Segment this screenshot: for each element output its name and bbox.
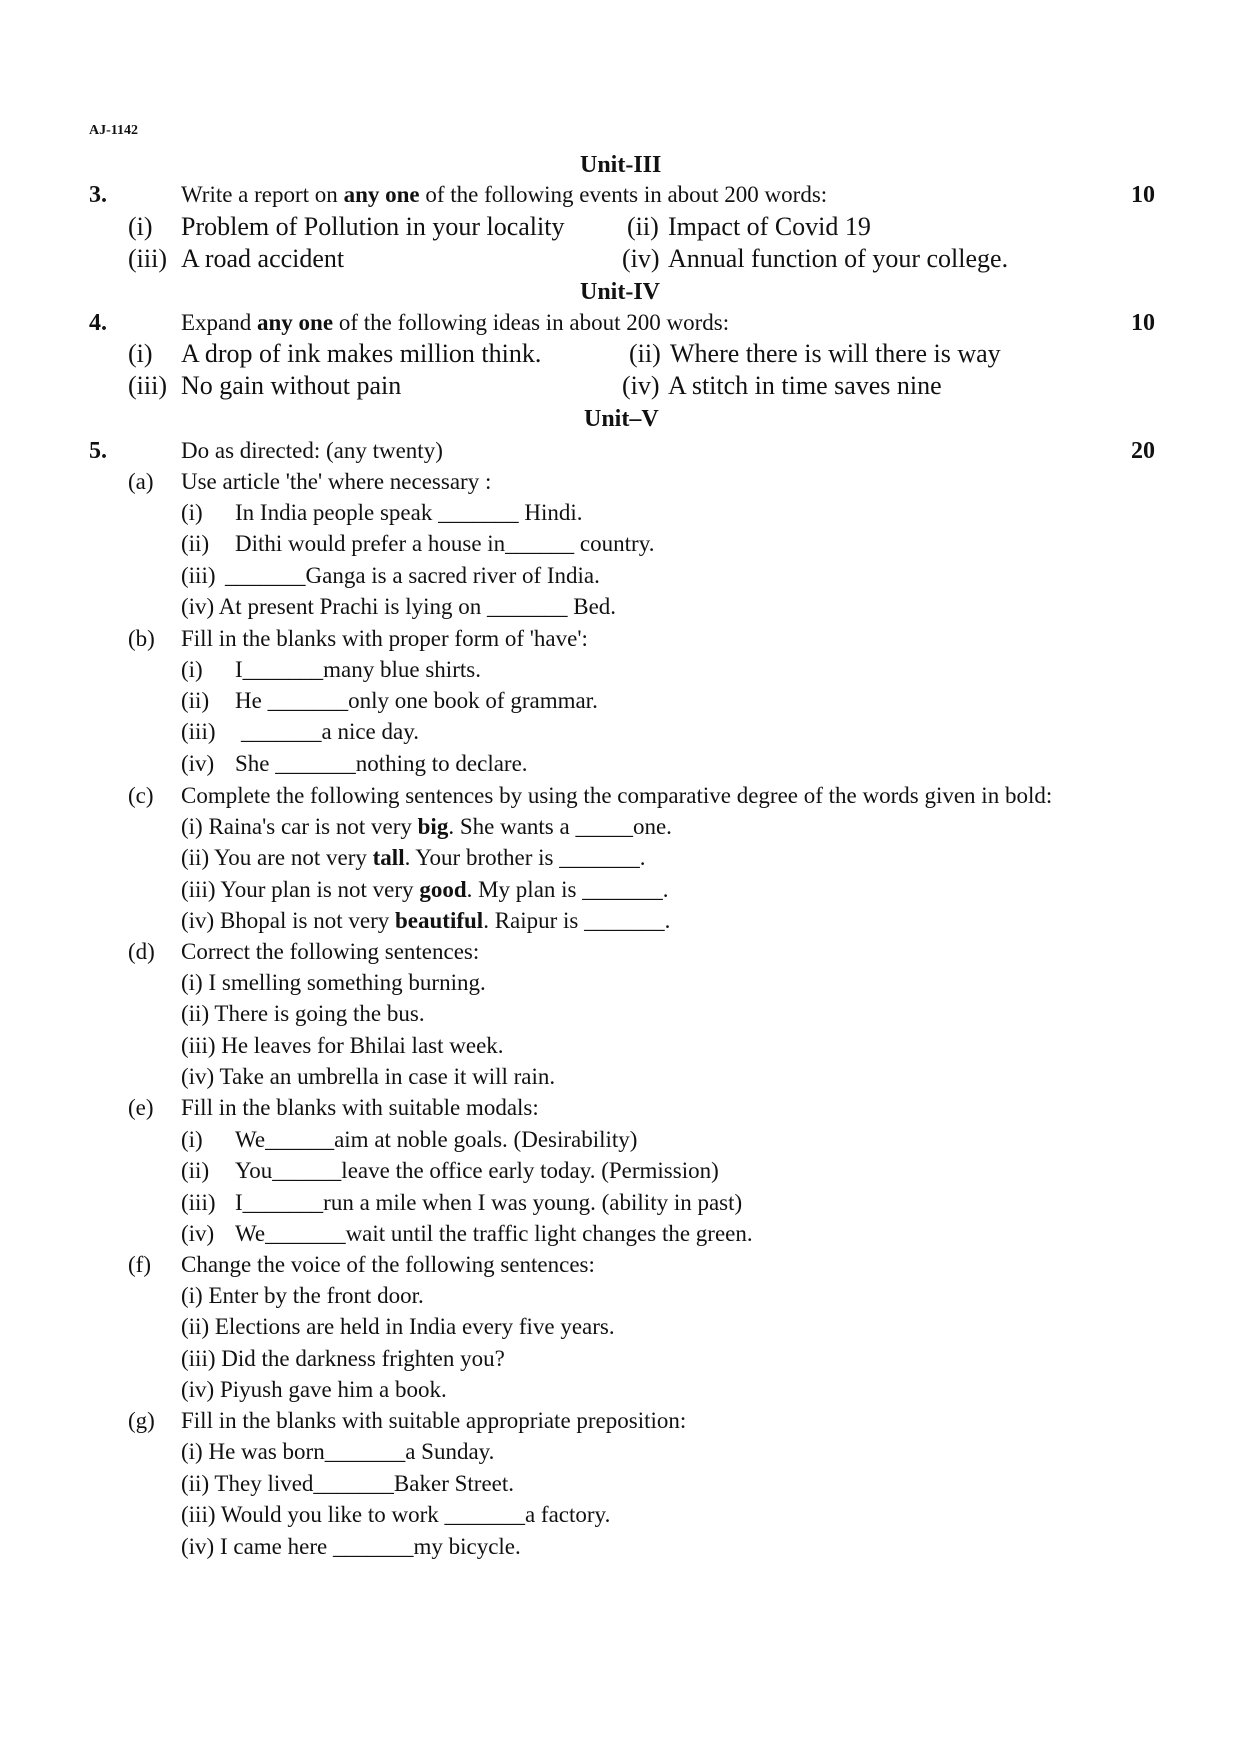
option-number: (i) <box>128 212 153 241</box>
item-text: (iv) I came here _______my bicycle. <box>181 1534 521 1559</box>
item-text: He _______only one book of grammar. <box>235 688 598 713</box>
item-text: We_______wait until the traffic light changes the green. <box>235 1221 753 1246</box>
item-number: (i) <box>181 1127 203 1152</box>
option-text: Problem of Pollution in your locality <box>181 212 565 241</box>
item-text: (i) I smelling something burning. <box>181 970 486 995</box>
item-text: _______a nice day. <box>241 719 419 744</box>
option-text: A drop of ink makes million think. <box>181 339 542 368</box>
question-4-marks: 10 <box>1131 310 1155 336</box>
item-text: We______aim at noble goals. (Desirability) <box>235 1127 638 1152</box>
item-text: _______Ganga is a sacred river of India. <box>225 563 600 588</box>
unit-4-heading: Unit-IV <box>580 279 661 305</box>
item-text: (iv) At present Prachi is lying on _______ Bed. <box>181 594 617 619</box>
item-number: (iii) <box>181 719 216 744</box>
item-text: (iv) Bhopal is not very beautiful. Raipur is _______. <box>181 908 671 933</box>
item-text: (ii) They lived_______Baker Street. <box>181 1471 514 1496</box>
item-text: (iii) He leaves for Bhilai last week. <box>181 1033 504 1058</box>
option-text: Impact of Covid 19 <box>668 212 871 241</box>
section-instruction: Fill in the blanks with proper form of 'have': <box>181 626 588 651</box>
section-instruction: Change the voice of the following sentences: <box>181 1252 595 1277</box>
item-text: (iii) Would you like to work _______a factory. <box>181 1502 611 1527</box>
question-3-text: Write a report on any one of the following events in about 200 words: <box>181 182 828 207</box>
section-instruction: Fill in the blanks with suitable modals: <box>181 1095 539 1120</box>
item-text: (iii) Your plan is not very good. My plan is _______. <box>181 877 669 902</box>
item-text: (i) Raina's car is not very big. She wants a _____one. <box>181 814 672 839</box>
option-text: Where there is will there is way <box>670 339 1001 368</box>
unit-5-heading: Unit–V <box>584 406 659 432</box>
item-number: (iv) <box>181 1221 215 1246</box>
item-number: (i) <box>181 500 203 525</box>
item-text: (iii) Did the darkness frighten you? <box>181 1346 505 1371</box>
option-text: A road accident <box>181 244 345 273</box>
item-text: She _______nothing to declare. <box>235 751 528 776</box>
item-text: (ii) There is going the bus. <box>181 1001 425 1026</box>
option-text: A stitch in time saves nine <box>668 371 942 400</box>
option-number: (iii) <box>128 244 167 273</box>
section-label: (e) <box>128 1095 154 1120</box>
option-number: (ii) <box>627 212 659 241</box>
item-text: (iv) Take an umbrella in case it will rain. <box>181 1064 556 1089</box>
item-text: (i) He was born_______a Sunday. <box>181 1439 495 1464</box>
item-text: (ii) You are not very tall. Your brother is _______. <box>181 845 646 870</box>
question-5-text: Do as directed: (any twenty) <box>181 438 443 463</box>
item-number: (iii) <box>181 563 216 588</box>
item-number: (ii) <box>181 1158 210 1183</box>
item-number: (ii) <box>181 531 210 556</box>
item-number: (iv) <box>181 751 215 776</box>
item-text: You______leave the office early today. (Permission) <box>235 1158 719 1183</box>
item-text: (i) Enter by the front door. <box>181 1283 424 1308</box>
question-5-number: 5. <box>89 438 107 464</box>
option-number: (ii) <box>629 339 661 368</box>
question-5-marks: 20 <box>1131 438 1155 464</box>
question-3-number: 3. <box>89 182 107 208</box>
unit-3-heading: Unit-III <box>580 152 662 178</box>
item-number: (ii) <box>181 688 210 713</box>
section-label: (g) <box>128 1408 155 1433</box>
section-instruction: Use article 'the' where necessary : <box>181 469 492 494</box>
section-instruction: Fill in the blanks with suitable appropriate preposition: <box>181 1408 687 1433</box>
option-number: (iv) <box>622 371 660 400</box>
section-label: (f) <box>128 1252 151 1277</box>
section-label: (d) <box>128 939 155 964</box>
option-number: (i) <box>128 339 153 368</box>
item-number: (iii) <box>181 1190 216 1215</box>
item-text: (iv) Piyush gave him a book. <box>181 1377 447 1402</box>
option-number: (iv) <box>622 244 660 273</box>
section-label: (c) <box>128 783 154 808</box>
paper-code: AJ-1142 <box>89 123 138 138</box>
section-label: (a) <box>128 469 154 494</box>
option-text: No gain without pain <box>181 371 402 400</box>
option-number: (iii) <box>128 371 167 400</box>
section-instruction: Complete the following sentences by using the comparative degree of the words given in bold: <box>181 783 1053 808</box>
item-number: (i) <box>181 657 203 682</box>
item-text: (ii) Elections are held in India every five years. <box>181 1314 615 1339</box>
option-text: Annual function of your college. <box>668 244 1009 273</box>
item-text: Dithi would prefer a house in______ country. <box>235 531 655 556</box>
item-text: In India people speak _______ Hindi. <box>235 500 583 525</box>
section-label: (b) <box>128 626 155 651</box>
item-text: I_______run a mile when I was young. (ability in past) <box>235 1190 743 1215</box>
question-4-number: 4. <box>89 310 107 336</box>
item-text: I_______many blue shirts. <box>235 657 481 682</box>
section-instruction: Correct the following sentences: <box>181 939 480 964</box>
question-4-text: Expand any one of the following ideas in about 200 words: <box>181 310 730 335</box>
question-3-marks: 10 <box>1131 182 1155 208</box>
